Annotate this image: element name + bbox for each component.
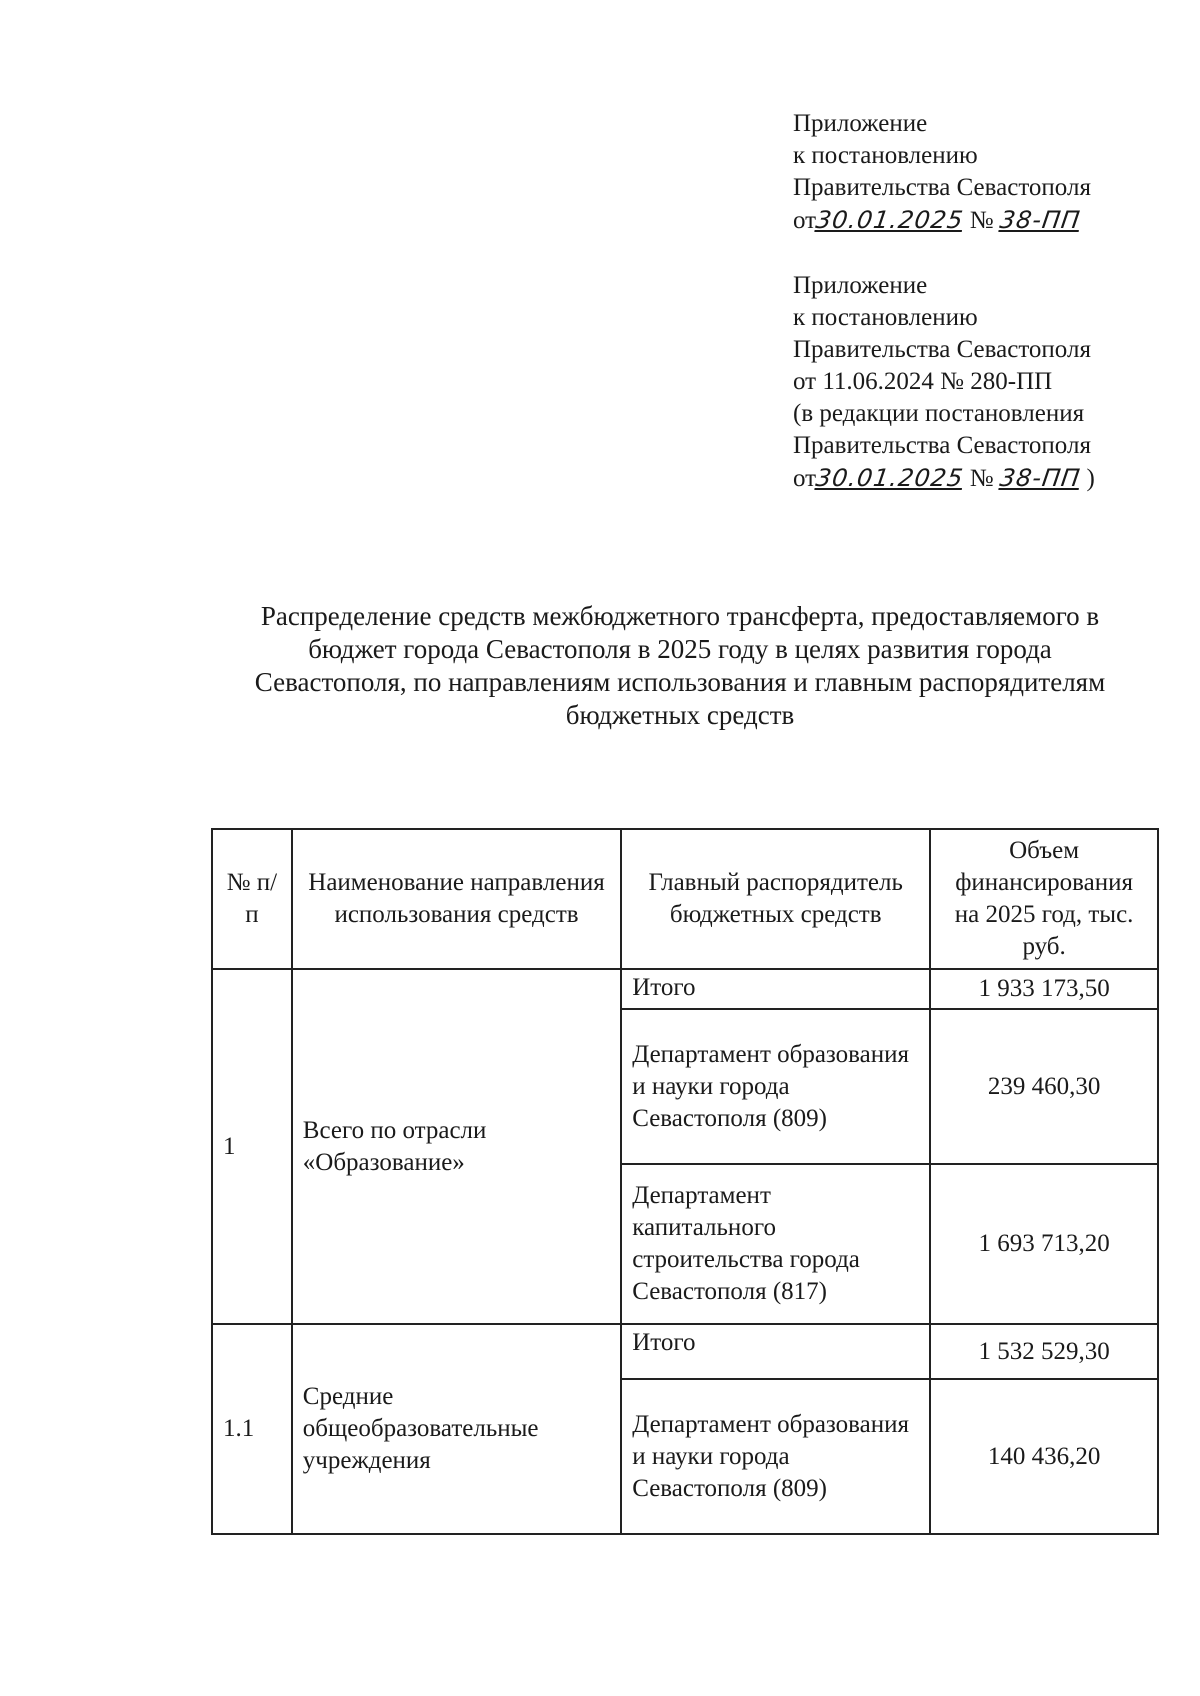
amount-cell: 140 436,20 xyxy=(930,1379,1158,1534)
manager-cell: Итого xyxy=(621,969,930,1009)
handwritten-number: 38-ПП xyxy=(997,206,1083,234)
appendix-decree-ref: к постановлению xyxy=(793,304,978,331)
manager-cell: Департамент образования и науки города Севастополя (809) xyxy=(621,1009,930,1164)
amount-cell: 1 532 529,30 xyxy=(930,1324,1158,1379)
table-header-row xyxy=(212,829,1158,969)
table-row xyxy=(212,969,1158,1009)
appendix-header-new xyxy=(793,108,1091,237)
title-line: Распределение средств межбюджетного трансферта, предоставляемого в xyxy=(260,601,1100,631)
header-direction: Наименование направления использования средств xyxy=(292,829,621,969)
row-number: 1 xyxy=(212,969,292,1324)
manager-cell: Департамент образования и науки города Севастополя (809) xyxy=(621,1379,930,1534)
title-line: Севастополя, по направлениям использования и главным распорядителям xyxy=(254,667,1106,697)
header-num: № п/п xyxy=(212,829,292,969)
appendix-header-original xyxy=(793,270,1095,495)
handwritten-number: 38-ПП xyxy=(997,464,1083,492)
appendix-label: Приложение xyxy=(793,272,928,299)
direction-name: Всего по отрасли «Образование» xyxy=(292,969,621,1324)
header-manager: Главный распорядитель бюджетных средств xyxy=(621,829,930,969)
manager-cell: Департамент капитального строительства города Севастополя (817) xyxy=(621,1164,930,1324)
allocation-table xyxy=(211,828,1159,1535)
number-sign: № xyxy=(969,465,994,492)
date-prefix: от xyxy=(793,207,817,234)
amount-cell: 1 933 173,50 xyxy=(930,969,1158,1009)
title-line: бюджетных средств xyxy=(565,700,795,730)
title-line: бюджет города Севастополя в 2025 году в целях развития города xyxy=(308,634,1052,664)
appendix-date-number-line xyxy=(793,204,1091,237)
appendix-label: Приложение xyxy=(793,110,928,137)
original-decree-date: от 11.06.2024 № 280-ПП xyxy=(793,368,1053,395)
table-row xyxy=(212,1324,1158,1379)
edition-date-number-line xyxy=(793,462,1095,495)
header-amount: Объем финансирования на 2025 год, тыс. руб. xyxy=(930,829,1158,969)
edition-note: (в редакции постановления xyxy=(793,400,1085,427)
appendix-government: Правительства Севастополя xyxy=(793,336,1091,363)
direction-name: Средние общеобразовательные учреждения xyxy=(292,1324,621,1534)
edition-government: Правительства Севастополя xyxy=(793,432,1091,459)
closing-paren: ) xyxy=(1086,465,1095,492)
handwritten-date: 30.01.2025 xyxy=(814,206,966,234)
amount-cell: 1 693 713,20 xyxy=(930,1164,1158,1324)
row-number: 1.1 xyxy=(212,1324,292,1534)
handwritten-date: 30.01.2025 xyxy=(814,464,966,492)
appendix-decree-ref: к постановлению xyxy=(793,142,978,169)
document-title xyxy=(220,600,1140,732)
manager-cell: Итого xyxy=(621,1324,930,1379)
number-sign: № xyxy=(969,207,994,234)
appendix-government: Правительства Севастополя xyxy=(793,174,1091,201)
date-prefix: от xyxy=(793,465,817,492)
amount-cell: 239 460,30 xyxy=(930,1009,1158,1164)
